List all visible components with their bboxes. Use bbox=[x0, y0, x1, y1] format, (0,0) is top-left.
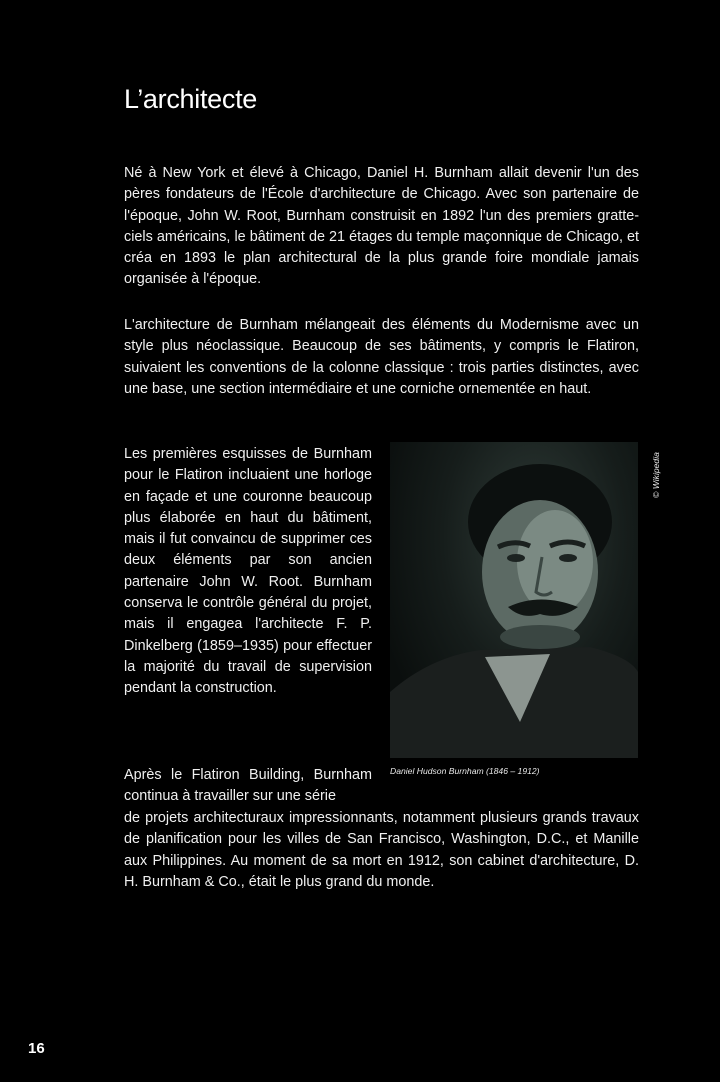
paragraph-sketches: Les premières esquisses de Burnham pour le Flatiron incluaient une horloge en façade et une couronne beaucoup plus élaborée en haut du bâtiment, mais il fut convaincu de supprimer ces deux éléments par son ancien partenaire John W. Root. Burnham conserva le contrôle général du projet, mais il engagea l'architecte F. P. Dinkelberg (1859–1935) pour effectuer la majorité du travail de supervision pendant la construction. bbox=[124, 446, 372, 697]
photo-caption: Daniel Hudson Burnham (1846 – 1912) bbox=[390, 766, 540, 776]
portrait-photo bbox=[390, 442, 638, 758]
paragraph-later-works-end: de projets architecturaux impressionnants, notamment plusieurs grands travaux de planification pour les villes de San Francisco, Washington, D.C., et Manille aux Philippines. Au moment de sa mort en 1912, son cabinet d'architecture, D. H. Burnham & Co., était le plus grand du monde. bbox=[124, 810, 639, 890]
portrait-illustration bbox=[390, 442, 638, 758]
paragraph-intro: Né à New York et élevé à Chicago, Daniel H. Burnham allait devenir l'un des pères fondateurs de l'École d'architecture de Chicago. Avec son partenaire de l'époque, John W. Root, Burnham construisit en 1892 l'un des premiers gratte-ciels américains, le bâtiment de 21 étages du temple maçonnique de Chicago, et créa en 1893 le plan architectural de la plus grande foire mondiale jamais organisée à l'époque. bbox=[124, 165, 639, 288]
paragraph-later-works-start: Après le Flatiron Building, Burnham continua à travailler sur une série bbox=[124, 767, 372, 805]
photo-credit: © Wikipedia bbox=[651, 452, 661, 498]
paragraph-style: L'architecture de Burnham mélangeait des éléments du Modernisme avec un style plus néoclassique. Beaucoup de ses bâtiments, y compris le Flatiron, suivaient les conventions de la colonne classique : trois parties distinctes, avec une base, une section intermédiaire et une corniche ornementée en haut. bbox=[124, 317, 639, 397]
page-number: 16 bbox=[28, 1040, 45, 1057]
page-title: L’architecte bbox=[124, 84, 257, 114]
